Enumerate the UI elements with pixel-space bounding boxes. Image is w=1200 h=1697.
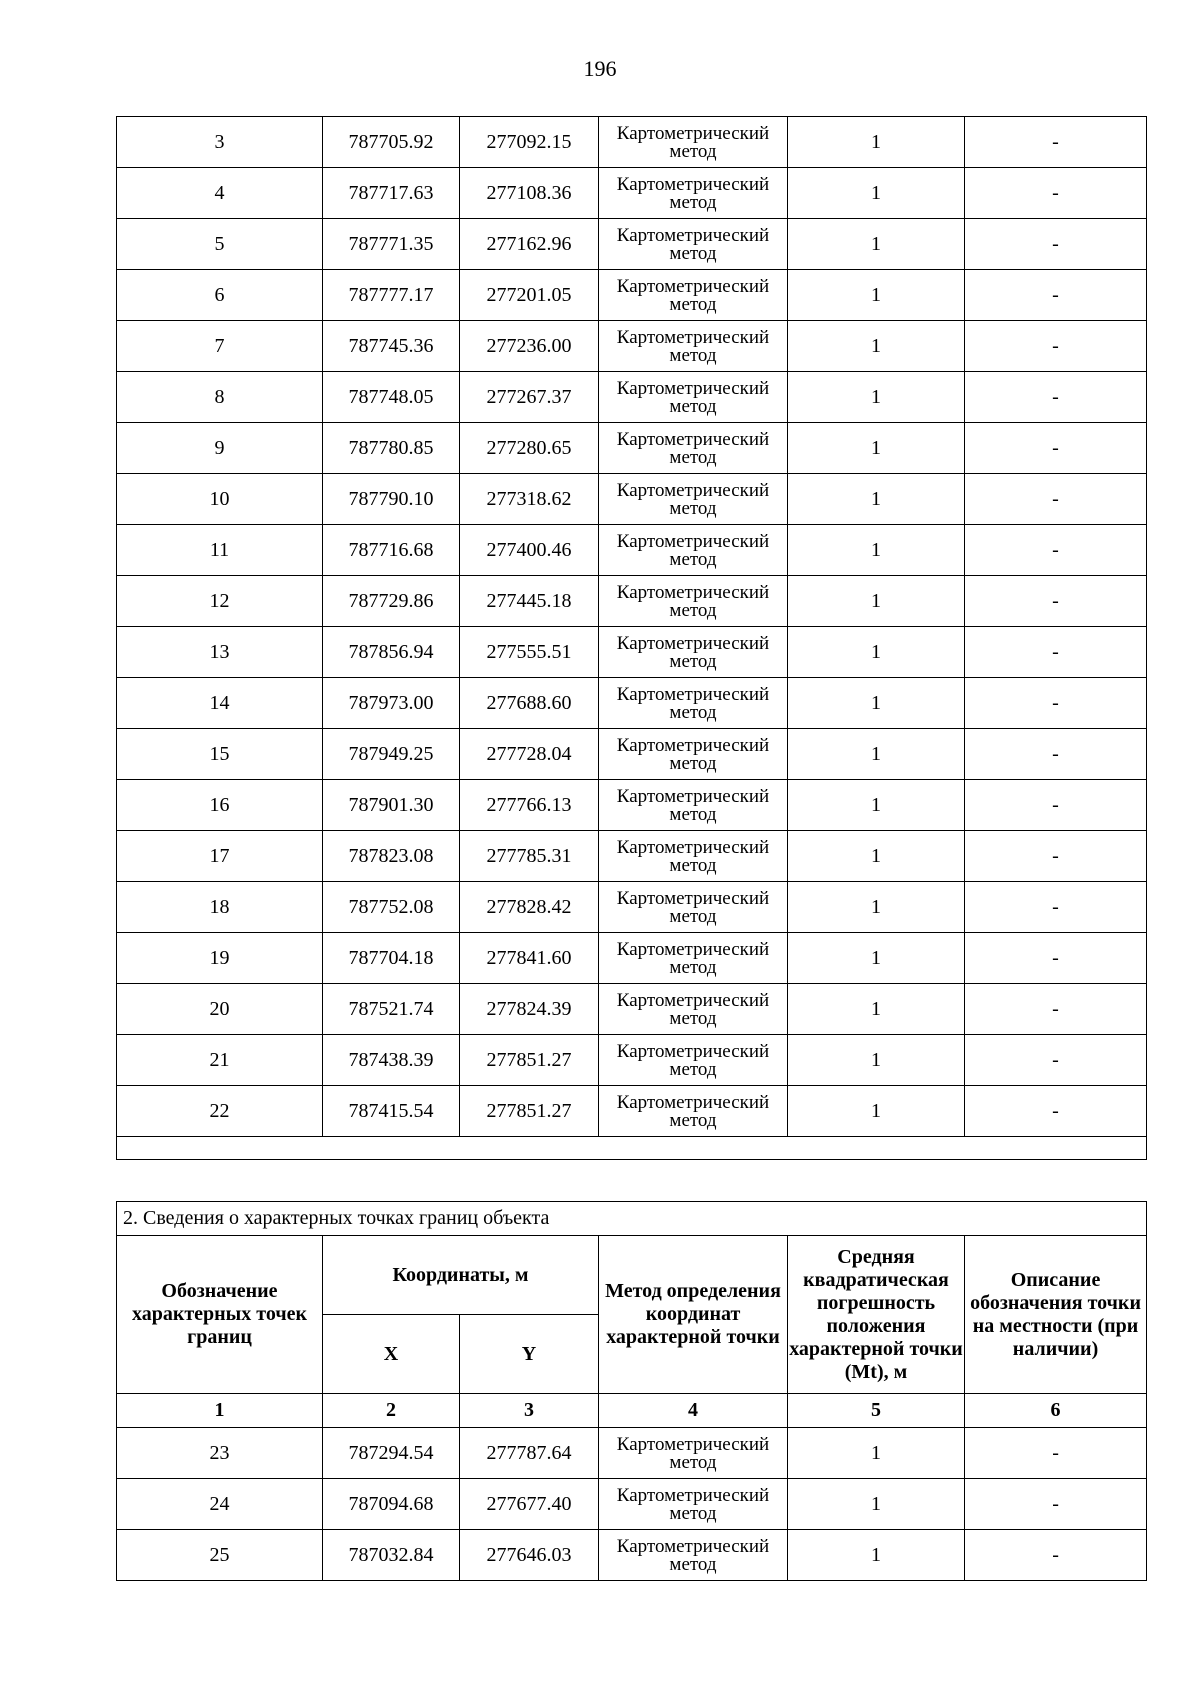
method-line-2: метод <box>669 1502 717 1524</box>
coordinate-x-cell: 787973.00 <box>323 678 460 729</box>
method-line-1: Картометрический <box>616 785 770 807</box>
point-number-cell: 18 <box>117 882 323 933</box>
method-cell <box>599 117 788 168</box>
header-designation: Обозначение характерных точек границ <box>117 1236 323 1394</box>
point-number-cell: 12 <box>117 576 323 627</box>
mt-cell: 1 <box>788 882 965 933</box>
description-cell: - <box>965 678 1147 729</box>
coordinate-x-cell: 787790.10 <box>323 474 460 525</box>
coordinate-y-cell: 277280.65 <box>460 423 599 474</box>
header-coordinates: Координаты, м <box>323 1236 599 1315</box>
method-line-2: метод <box>669 650 717 672</box>
point-number-cell: 15 <box>117 729 323 780</box>
method-cell <box>599 372 788 423</box>
column-number: 3 <box>460 1394 599 1428</box>
coordinate-x-cell: 787780.85 <box>323 423 460 474</box>
method-line-1: Картометрический <box>616 836 770 858</box>
method-cell <box>599 525 788 576</box>
description-cell: - <box>965 627 1147 678</box>
method-line-2: метод <box>669 905 717 927</box>
method-line-1: Картометрический <box>616 683 770 705</box>
point-number-cell: 21 <box>117 1035 323 1086</box>
method-line-2: метод <box>669 854 717 876</box>
method-line-2: метод <box>669 803 717 825</box>
point-number-cell: 11 <box>117 525 323 576</box>
mt-cell: 1 <box>788 372 965 423</box>
table-row <box>117 270 1147 321</box>
method-cell <box>599 1530 788 1581</box>
coordinate-x-cell: 787705.92 <box>323 117 460 168</box>
method-cell <box>599 321 788 372</box>
mt-cell: 1 <box>788 270 965 321</box>
point-number-cell: 13 <box>117 627 323 678</box>
table-row <box>117 168 1147 219</box>
method-line-2: метод <box>669 344 717 366</box>
description-cell: - <box>965 933 1147 984</box>
coordinate-y-cell: 277688.60 <box>460 678 599 729</box>
coordinate-x-cell: 787094.68 <box>323 1479 460 1530</box>
method-line-2: метод <box>669 446 717 468</box>
coordinate-y-cell: 277824.39 <box>460 984 599 1035</box>
method-cell <box>599 576 788 627</box>
method-line-1: Картометрический <box>616 1433 770 1455</box>
coordinate-y-cell: 277162.96 <box>460 219 599 270</box>
table-row <box>117 576 1147 627</box>
method-line-2: метод <box>669 191 717 213</box>
table-row <box>117 627 1147 678</box>
method-line-1: Картометрический <box>616 1484 770 1506</box>
coordinate-x-cell: 787771.35 <box>323 219 460 270</box>
method-line-1: Картометрический <box>616 122 770 144</box>
method-cell <box>599 1479 788 1530</box>
table-row <box>117 1530 1147 1581</box>
method-line-2: метод <box>669 1109 717 1131</box>
description-cell: - <box>965 1035 1147 1086</box>
mt-cell: 1 <box>788 423 965 474</box>
table-row <box>117 831 1147 882</box>
table-row <box>117 1428 1147 1479</box>
point-number-cell: 14 <box>117 678 323 729</box>
coordinate-x-cell: 787823.08 <box>323 831 460 882</box>
table-row <box>117 321 1147 372</box>
boundary-points-table <box>116 1201 1147 1581</box>
method-line-1: Картометрический <box>616 1040 770 1062</box>
point-number-cell: 8 <box>117 372 323 423</box>
description-cell: - <box>965 1428 1147 1479</box>
table-row <box>117 423 1147 474</box>
header-mt: Средняя квадратическая погрешность положения характерной точки (Mt), м <box>788 1236 965 1394</box>
method-line-1: Картометрический <box>616 632 770 654</box>
mt-cell: 1 <box>788 984 965 1035</box>
description-cell: - <box>965 984 1147 1035</box>
method-line-2: метод <box>669 1007 717 1029</box>
empty-cell <box>117 1137 1147 1160</box>
column-number: 1 <box>117 1394 323 1428</box>
header-y: Y <box>460 1315 599 1394</box>
table-row <box>117 1086 1147 1137</box>
method-cell <box>599 831 788 882</box>
method-line-1: Картометрический <box>616 887 770 909</box>
method-line-1: Картометрический <box>616 377 770 399</box>
mt-cell: 1 <box>788 168 965 219</box>
method-line-1: Картометрический <box>616 734 770 756</box>
method-line-2: метод <box>669 548 717 570</box>
coordinate-y-cell: 277766.13 <box>460 780 599 831</box>
description-cell: - <box>965 882 1147 933</box>
description-cell: - <box>965 831 1147 882</box>
coordinate-x-cell: 787521.74 <box>323 984 460 1035</box>
coordinate-y-cell: 277851.27 <box>460 1035 599 1086</box>
description-cell: - <box>965 576 1147 627</box>
point-number-cell: 9 <box>117 423 323 474</box>
mt-cell: 1 <box>788 933 965 984</box>
mt-cell: 1 <box>788 1479 965 1530</box>
description-cell: - <box>965 780 1147 831</box>
coordinate-x-cell: 787752.08 <box>323 882 460 933</box>
method-cell <box>599 1035 788 1086</box>
mt-cell: 1 <box>788 474 965 525</box>
coordinate-y-cell: 277092.15 <box>460 117 599 168</box>
header-x: X <box>323 1315 460 1394</box>
point-number-cell: 20 <box>117 984 323 1035</box>
coordinate-x-cell: 787901.30 <box>323 780 460 831</box>
mt-cell: 1 <box>788 525 965 576</box>
table-row <box>117 372 1147 423</box>
point-number-cell: 16 <box>117 780 323 831</box>
coordinate-y-cell: 277677.40 <box>460 1479 599 1530</box>
method-cell <box>599 474 788 525</box>
point-number-cell: 7 <box>117 321 323 372</box>
coordinate-x-cell: 787729.86 <box>323 576 460 627</box>
mt-cell: 1 <box>788 678 965 729</box>
table-row <box>117 882 1147 933</box>
coordinate-y-cell: 277267.37 <box>460 372 599 423</box>
method-line-1: Картометрический <box>616 275 770 297</box>
method-line-1: Картометрический <box>616 938 770 960</box>
method-cell <box>599 219 788 270</box>
description-cell: - <box>965 1086 1147 1137</box>
method-line-2: метод <box>669 395 717 417</box>
method-cell <box>599 1086 788 1137</box>
point-number-cell: 24 <box>117 1479 323 1530</box>
point-number-cell: 23 <box>117 1428 323 1479</box>
coordinate-y-cell: 277400.46 <box>460 525 599 576</box>
table-row <box>117 933 1147 984</box>
method-line-1: Картометрический <box>616 989 770 1011</box>
table-row <box>117 219 1147 270</box>
mt-cell: 1 <box>788 219 965 270</box>
description-cell: - <box>965 117 1147 168</box>
point-number-cell: 19 <box>117 933 323 984</box>
coordinate-y-cell: 277108.36 <box>460 168 599 219</box>
method-cell <box>599 270 788 321</box>
table-row <box>117 729 1147 780</box>
coordinate-x-cell: 787777.17 <box>323 270 460 321</box>
table-row <box>117 474 1147 525</box>
method-line-1: Картометрический <box>616 1091 770 1113</box>
coordinate-x-cell: 787716.68 <box>323 525 460 576</box>
table-row <box>117 1035 1147 1086</box>
column-number: 6 <box>965 1394 1147 1428</box>
method-line-1: Картометрический <box>616 428 770 450</box>
coordinate-y-cell: 277236.00 <box>460 321 599 372</box>
table-row <box>117 678 1147 729</box>
column-number: 4 <box>599 1394 788 1428</box>
coordinate-x-cell: 787704.18 <box>323 933 460 984</box>
coordinate-x-cell: 787748.05 <box>323 372 460 423</box>
method-line-2: метод <box>669 956 717 978</box>
coordinate-x-cell: 787717.63 <box>323 168 460 219</box>
coordinate-y-cell: 277445.18 <box>460 576 599 627</box>
table-row <box>117 780 1147 831</box>
mt-cell: 1 <box>788 1428 965 1479</box>
description-cell: - <box>965 423 1147 474</box>
method-cell <box>599 1428 788 1479</box>
method-line-1: Картометрический <box>616 173 770 195</box>
column-number: 5 <box>788 1394 965 1428</box>
method-line-1: Картометрический <box>616 530 770 552</box>
method-line-2: метод <box>669 293 717 315</box>
description-cell: - <box>965 1530 1147 1581</box>
method-cell <box>599 729 788 780</box>
point-number-cell: 5 <box>117 219 323 270</box>
mt-cell: 1 <box>788 1035 965 1086</box>
coordinate-y-cell: 277201.05 <box>460 270 599 321</box>
table-row <box>117 984 1147 1035</box>
method-cell <box>599 168 788 219</box>
method-cell <box>599 423 788 474</box>
column-number-row <box>117 1394 1147 1428</box>
coordinate-y-cell: 277646.03 <box>460 1530 599 1581</box>
point-number-cell: 4 <box>117 168 323 219</box>
coordinate-y-cell: 277318.62 <box>460 474 599 525</box>
point-number-cell: 3 <box>117 117 323 168</box>
method-line-2: метод <box>669 1451 717 1473</box>
method-line-2: метод <box>669 497 717 519</box>
page-number: 196 <box>583 56 617 81</box>
column-number: 2 <box>323 1394 460 1428</box>
method-line-1: Картометрический <box>616 479 770 501</box>
method-cell <box>599 678 788 729</box>
coordinate-y-cell: 277555.51 <box>460 627 599 678</box>
table-row <box>117 117 1147 168</box>
empty-row <box>117 1137 1147 1160</box>
method-line-1: Картометрический <box>616 1535 770 1557</box>
mt-cell: 1 <box>788 576 965 627</box>
method-line-2: метод <box>669 1058 717 1080</box>
method-cell <box>599 882 788 933</box>
method-line-2: метод <box>669 599 717 621</box>
header-method: Метод определения координат характерной точки <box>599 1236 788 1394</box>
coordinate-x-cell: 787294.54 <box>323 1428 460 1479</box>
description-cell: - <box>965 525 1147 576</box>
coordinate-y-cell: 277851.27 <box>460 1086 599 1137</box>
description-cell: - <box>965 1479 1147 1530</box>
method-line-1: Картометрический <box>616 224 770 246</box>
coordinate-x-cell: 787032.84 <box>323 1530 460 1581</box>
header-description: Описание обозначения точки на местности (при наличии) <box>965 1236 1147 1394</box>
coordinate-x-cell: 787415.54 <box>323 1086 460 1137</box>
coordinate-y-cell: 277785.31 <box>460 831 599 882</box>
method-cell <box>599 780 788 831</box>
method-cell <box>599 933 788 984</box>
description-cell: - <box>965 372 1147 423</box>
method-line-2: метод <box>669 242 717 264</box>
point-number-cell: 6 <box>117 270 323 321</box>
description-cell: - <box>965 168 1147 219</box>
table-row <box>117 525 1147 576</box>
method-cell <box>599 627 788 678</box>
point-number-cell: 17 <box>117 831 323 882</box>
coordinate-x-cell: 787438.39 <box>323 1035 460 1086</box>
coordinate-x-cell: 787856.94 <box>323 627 460 678</box>
table-row <box>117 1479 1147 1530</box>
description-cell: - <box>965 219 1147 270</box>
boundary-points-table-continued <box>116 116 1147 1160</box>
method-line-2: метод <box>669 701 717 723</box>
coordinate-y-cell: 277841.60 <box>460 933 599 984</box>
mt-cell: 1 <box>788 729 965 780</box>
description-cell: - <box>965 321 1147 372</box>
mt-cell: 1 <box>788 627 965 678</box>
method-line-1: Картометрический <box>616 326 770 348</box>
description-cell: - <box>965 729 1147 780</box>
description-cell: - <box>965 474 1147 525</box>
coordinate-x-cell: 787745.36 <box>323 321 460 372</box>
method-line-2: метод <box>669 1553 717 1575</box>
point-number-cell: 22 <box>117 1086 323 1137</box>
mt-cell: 1 <box>788 321 965 372</box>
method-cell <box>599 984 788 1035</box>
mt-cell: 1 <box>788 831 965 882</box>
coordinate-y-cell: 277728.04 <box>460 729 599 780</box>
coordinate-y-cell: 277828.42 <box>460 882 599 933</box>
section-title: 2. Сведения о характерных точках границ объекта <box>117 1202 1147 1236</box>
point-number-cell: 10 <box>117 474 323 525</box>
coordinate-y-cell: 277787.64 <box>460 1428 599 1479</box>
method-line-2: метод <box>669 140 717 162</box>
point-number-cell: 25 <box>117 1530 323 1581</box>
mt-cell: 1 <box>788 780 965 831</box>
method-line-2: метод <box>669 752 717 774</box>
coordinate-x-cell: 787949.25 <box>323 729 460 780</box>
mt-cell: 1 <box>788 1530 965 1581</box>
mt-cell: 1 <box>788 117 965 168</box>
mt-cell: 1 <box>788 1086 965 1137</box>
description-cell: - <box>965 270 1147 321</box>
method-line-1: Картометрический <box>616 581 770 603</box>
